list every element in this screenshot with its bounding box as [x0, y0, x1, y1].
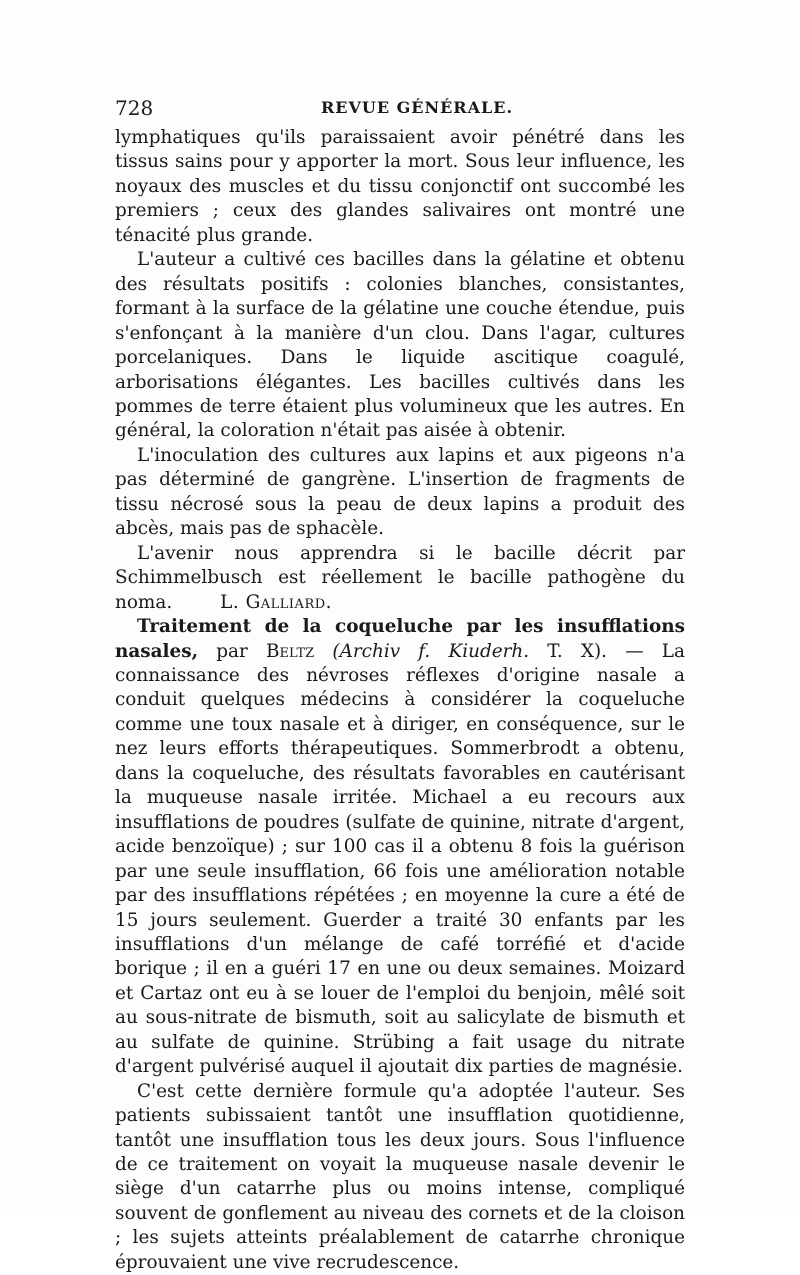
- page-header: [115, 96, 685, 124]
- paragraph-cultures: L'auteur a cultivé ces bacilles dans la gélatine et obtenu des résultats positifs : colonies blanches, consistantes, formant à la surface de la gélatine une couche étendue, puis s'enfonçant à la manière d'un clou. Dans l'agar, cultures porcelaniques. Dans le liquide ascitique coagulé, arborisations élégantes. Les bacilles cultivés dans les pommes de terre étaient plus volumineux que les autres. En général, la coloration n'était pas aisée à obtenir.: [115, 249, 685, 442]
- paragraph-treatment: [115, 615, 685, 1080]
- par-word: par: [198, 640, 266, 662]
- paragraph-inoculation: L'inoculation des cultures aux lapins et aux pigeons n'a pas déterminé de gangrène. L'insertion de fragments de tissu nécrosé sous la peau de deux lapins a produit des abcès, mais pas de sphacèle.: [115, 444, 685, 540]
- conclusion-text: L'avenir nous apprendra si le bacille décrit par Schimmelbusch est réellement le bacille pathogène du noma.: [115, 542, 685, 613]
- page-number: 728: [115, 96, 154, 120]
- article-title: Traitement de la coqueluche par les insufflations nasales,: [115, 616, 685, 662]
- article-volume: T. X).: [529, 640, 607, 662]
- running-title: REVUE GÉNÉRALE.: [321, 98, 514, 117]
- article-source: (Archiv f. Kiuderh.: [332, 640, 530, 662]
- paragraph-conclusion: [115, 542, 685, 615]
- article-body: [115, 126, 685, 1275]
- article-author: Beltz: [265, 640, 315, 662]
- paragraph-formula: C'est cette dernière formule qu'a adoptée l'auteur. Ses patients subissaient tantôt une insufflation quotidienne, tantôt une insufflation tous les deux jours. Sous l'influence de ce traitement on voyait la muqueuse nasale devenir le siège d'un catarrhe plus ou moins intense, compliqué souvent de gonflement au niveau des cornets et de la cloison ; les sujets atteints préalablement de catarrhe chronique éprouvaient une vive recrudescence.: [115, 1080, 685, 1273]
- author-signature: L. Galliard.: [220, 591, 333, 613]
- treatment-body: — La connaissance des névroses réflexes d'origine nasale a conduit quelques médecins à considérer la coqueluche comme une toux nasale et à diriger, en conséquence, sur le nez leurs efforts thérapeutiques. Sommerbrodt a obtenu, dans la coqueluche, des résultats favorables en cautérisant la muqueuse nasale irritée. Michael a eu recours aux insufflations de poudres (sulfate de quinine, nitrate d'argent, acide benzoïque) ; sur 100 cas il a obtenu 8 fois la guérison par une seule insufflation, 66 fois une amélioration notable par des insufflations répétées ; en moyenne la cure a été de 15 jours seulement. Guerder a traité 30 enfants par les insufflations d'un mélange de café torréfié et d'acide borique ; il en a guéri 17 en une ou deux semaines. Moizard et Cartaz ont eu à se louer de l'emploi du benjoin, mêlé soit au sous-nitrate de bismuth, soit au salicylate de bismuth et au sulfate de quinine. Strübing a fait usage du nitrate d'argent pulvérisé auquel il ajoutait dix parties de magnésie.: [115, 640, 686, 1078]
- paragraph-continuation: lymphatiques qu'ils paraissaient avoir pénétré dans les tissus sains pour y apporter la mort. Sous leur influence, les noyaux des muscles et du tissu conjonctif ont succombé les premiers ; ceux des glandes salivaires ont montré une ténacité plus grande.: [115, 127, 685, 246]
